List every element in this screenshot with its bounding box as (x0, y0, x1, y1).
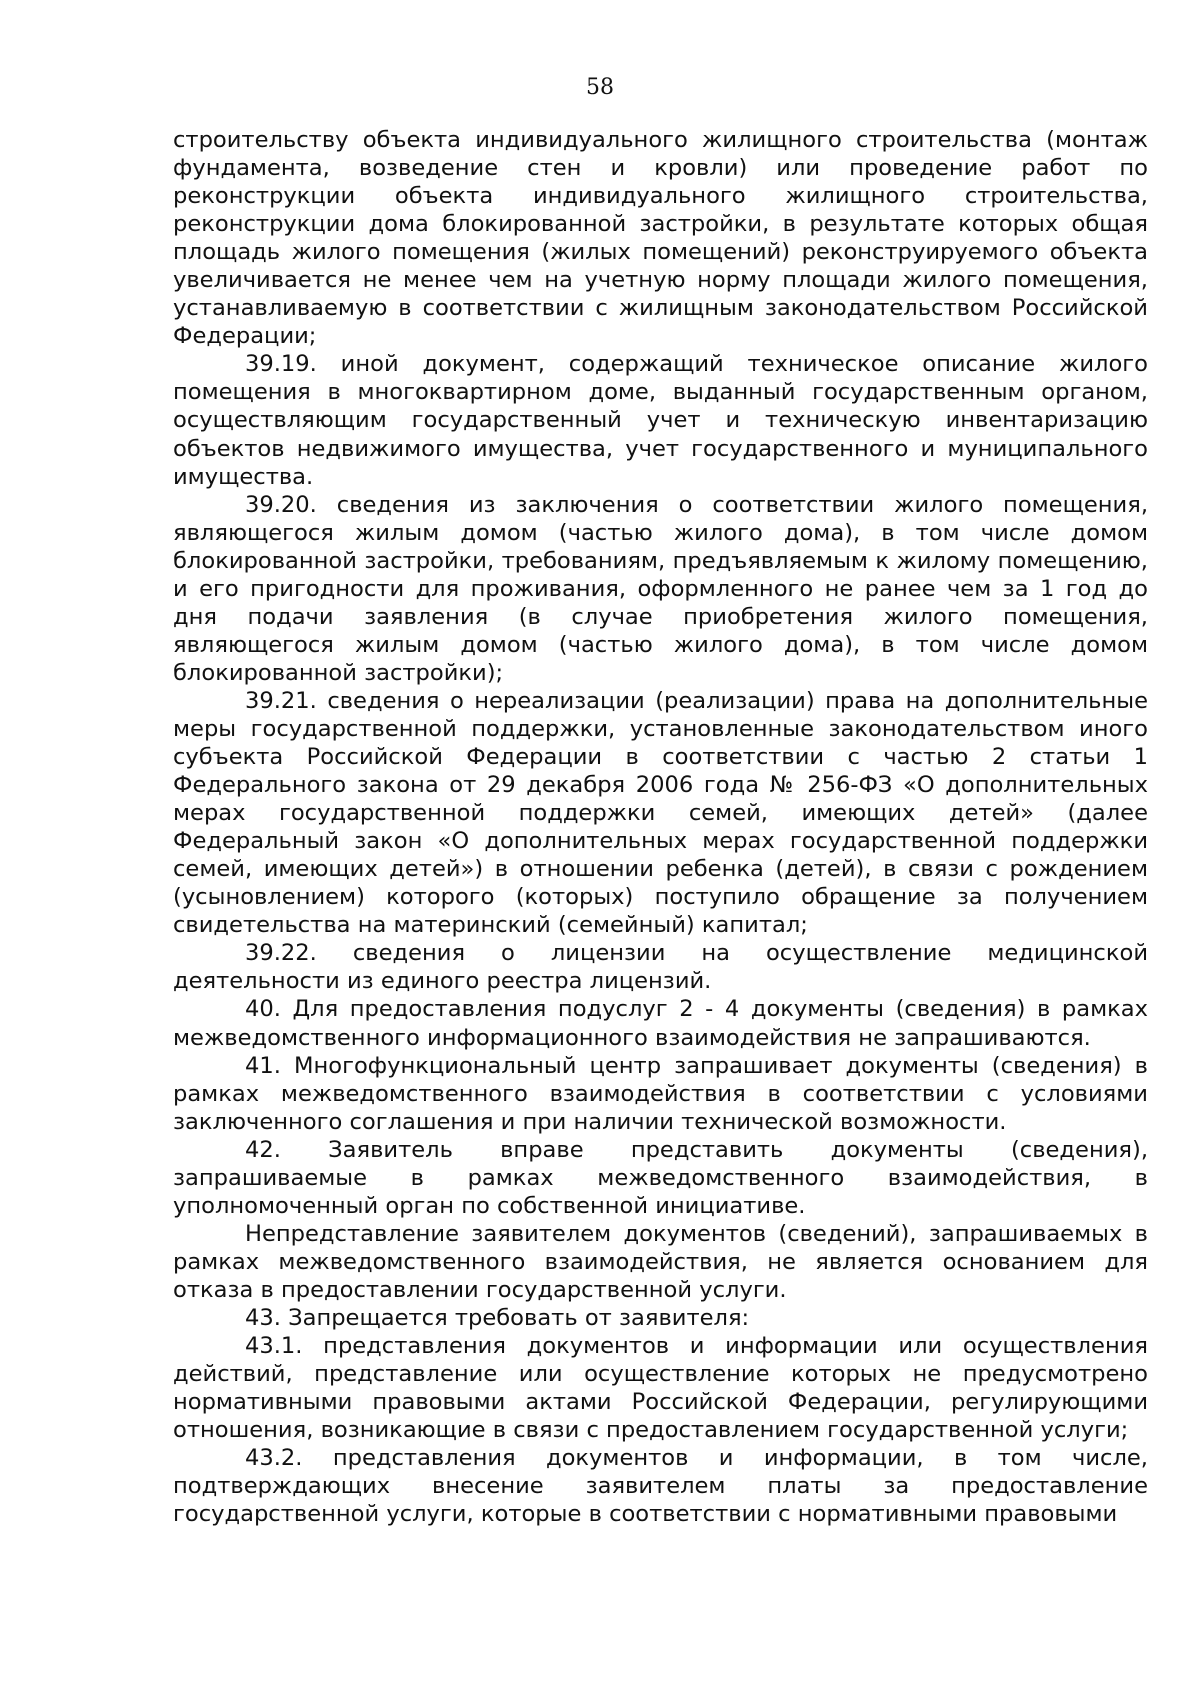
paragraph-39-22: 39.22. сведения о лицензии на осуществление медицинской деятельности из единого реестра лицензий. (173, 940, 1148, 995)
paragraph-43-1: 43.1. представления документов и информации или осуществления действий, представление или осуществление которых не предусмотрено нормативными правовыми актами Российской Федерации, регулирующими отношения, возникающие в связи с предоставлением государственной услуги; (173, 1333, 1148, 1444)
paragraph-43-2: 43.2. представления документов и информации, в том числе, подтверждающих внесение заявителем платы за предоставление государственной услуги, которые в соответствии с нормативными правовыми (173, 1445, 1148, 1528)
paragraph-43: 43. Запрещается требовать от заявителя: (245, 1304, 750, 1331)
paragraph-39-20: 39.20. сведения из заключения о соответствии жилого помещения, являющегося жилым домом (частью жилого дома), в том числе домом блокированной застройки, требованиям, предъявляемым к жилому помещению, и его пригодности для проживания, оформленного не ранее чем за 1 год до дня подачи заявления (в случае приобретения жилого помещения, являющегося жилым домом (частью жилого дома), в том числе домом блокированной застройки); (173, 491, 1148, 686)
paragraph-39-19: 39.19. иной документ, содержащий техническое описание жилого помещения в многоквартирном доме, выданный государственным органом, осуществляющим государственный учет и техническую инвентаризацию объектов недвижимого имущества, учет государственного и муниципального имущества. (173, 351, 1148, 490)
page-number: 58 (586, 75, 614, 100)
paragraph-42-note: Непредставление заявителем документов (сведений), запрашиваемых в рамках межведомственного взаимодействия, не является основанием для отказа в предоставлении государственной услуги. (173, 1220, 1148, 1303)
document-body (173, 126, 1148, 1528)
paragraph-continuation: строительству объекта индивидуального жилищного строительства (монтаж фундамента, возведение стен и кровли) или проведение работ по реконструкции объекта индивидуального жилищного строительства, реконструкции дома блокированной застройки, в результате которых общая площадь жилого помещения (жилых помещений) реконструируемого объекта увеличивается не менее чем на учетную норму площади жилого помещения, устанавливаемую в соответствии с жилищным законодательством Российской Федерации; (173, 127, 1148, 350)
paragraph-40: 40. Для предоставления подуслуг 2 - 4 документы (сведения) в рамках межведомственного информационного взаимодействия не запрашиваются. (173, 996, 1148, 1051)
paragraph-42: 42. Заявитель вправе представить документы (сведения), запрашиваемые в рамках межведомственного взаимодействия, в уполномоченный орган по собственной инициативе. (173, 1136, 1148, 1219)
paragraph-41: 41. Многофункциональный центр запрашивает документы (сведения) в рамках межведомственного взаимодействия в соответствии с условиями заключенного соглашения и при наличии технической возможности. (173, 1052, 1148, 1135)
paragraph-39-21: 39.21. сведения о нереализации (реализации) права на дополнительные меры государственной поддержки, установленные законодательством иного субъекта Российской Федерации в соответствии с частью 2 статьи 1 Федерального закона от 29 декабря 2006 года № 256-ФЗ «О дополнительных мерах государственной поддержки семей, имеющих детей» (далее Федеральный закон «О дополнительных мерах государственной поддержки семей, имеющих детей») в отношении ребенка (детей), в связи с рождением (усыновлением) которого (которых) поступило обращение за получением свидетельства на материнский (семейный) капитал; (173, 687, 1148, 939)
